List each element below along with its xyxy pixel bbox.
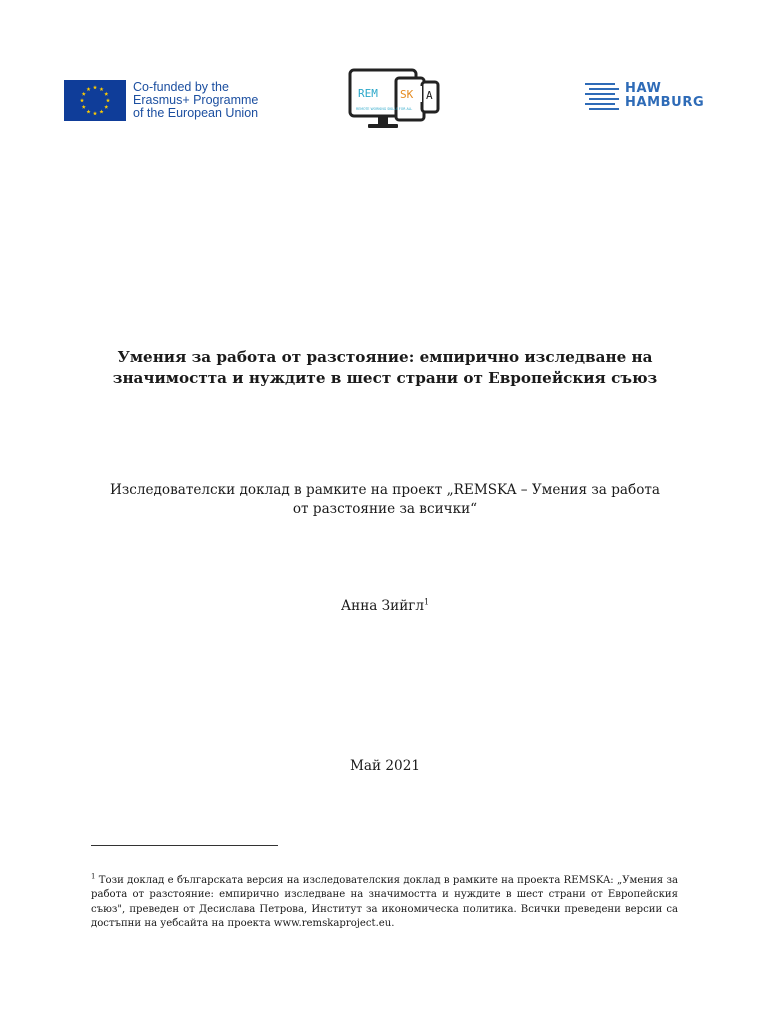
eu-star (106, 98, 110, 102)
eu-star (104, 104, 108, 108)
remska-text-mid: SK (400, 88, 414, 101)
footnote-divider (91, 845, 278, 846)
eu-flag-icon (64, 80, 126, 121)
footnote-mark: 1 (91, 872, 96, 881)
eu-star (104, 91, 108, 95)
eu-star (99, 109, 103, 113)
remska-tagline: REMOTE WORKING SKILLS FOR ALL (356, 107, 413, 111)
eu-star (86, 109, 90, 113)
footnote-text: Този доклад е българската версия на изследователския доклад в рамките на проекта REMSKA: „Умения за работа от разстояние: емпирично изследване на значимостта и нуждите в шест страни от Европейския съюз", преведен от Десислава Петрова, Институт за икономическа политика. Всички преведени версии са достъпни на уебсайта на проекта www.remskaproject.eu. (91, 875, 678, 930)
author (0, 598, 770, 614)
remska-text-right: A (426, 89, 433, 102)
haw-lines-icon (585, 82, 619, 110)
author-name: Анна Зийгл (340, 598, 425, 614)
haw-logo-text (625, 82, 704, 110)
eu-star (99, 87, 103, 91)
haw-logo-line-2: HAMBURG (625, 95, 705, 110)
eu-logo-line-1: Co-funded by the (133, 79, 229, 94)
eu-star (93, 111, 97, 115)
eu-logo-text (133, 81, 258, 120)
eu-logo-line-2: Erasmus+ Programme (133, 92, 259, 107)
eu-star (80, 98, 84, 102)
haw-hamburg-logo (585, 80, 709, 112)
document-title-line-1: Умения за работа от разстояние: емпирично изследване на (117, 348, 653, 366)
document-title (60, 347, 710, 389)
document-title-line-2: значимостта и нуждите в шест страни от Европейския съюз (112, 369, 658, 387)
remska-logo (348, 68, 442, 134)
document-subtitle-line-2: от разстояние за всички“ (292, 501, 478, 517)
devices-icon (348, 68, 442, 134)
document-subtitle-line-1: Изследователски доклад в рамките на проект „REMSKA – Умения за работа (109, 482, 661, 498)
haw-logo-line-1: HAW (625, 81, 662, 96)
eu-logo-line-3: of the European Union (133, 105, 259, 120)
eu-star (82, 91, 86, 95)
remska-text-left: REM (358, 87, 378, 100)
eu-erasmus-logo (64, 79, 264, 121)
author-footnote-mark: 1 (424, 597, 430, 607)
eu-star (86, 87, 90, 91)
eu-star (93, 85, 97, 89)
eu-star (82, 104, 86, 108)
footnote (91, 874, 678, 932)
document-subtitle (70, 481, 700, 519)
document-date: Май 2021 (350, 758, 420, 774)
